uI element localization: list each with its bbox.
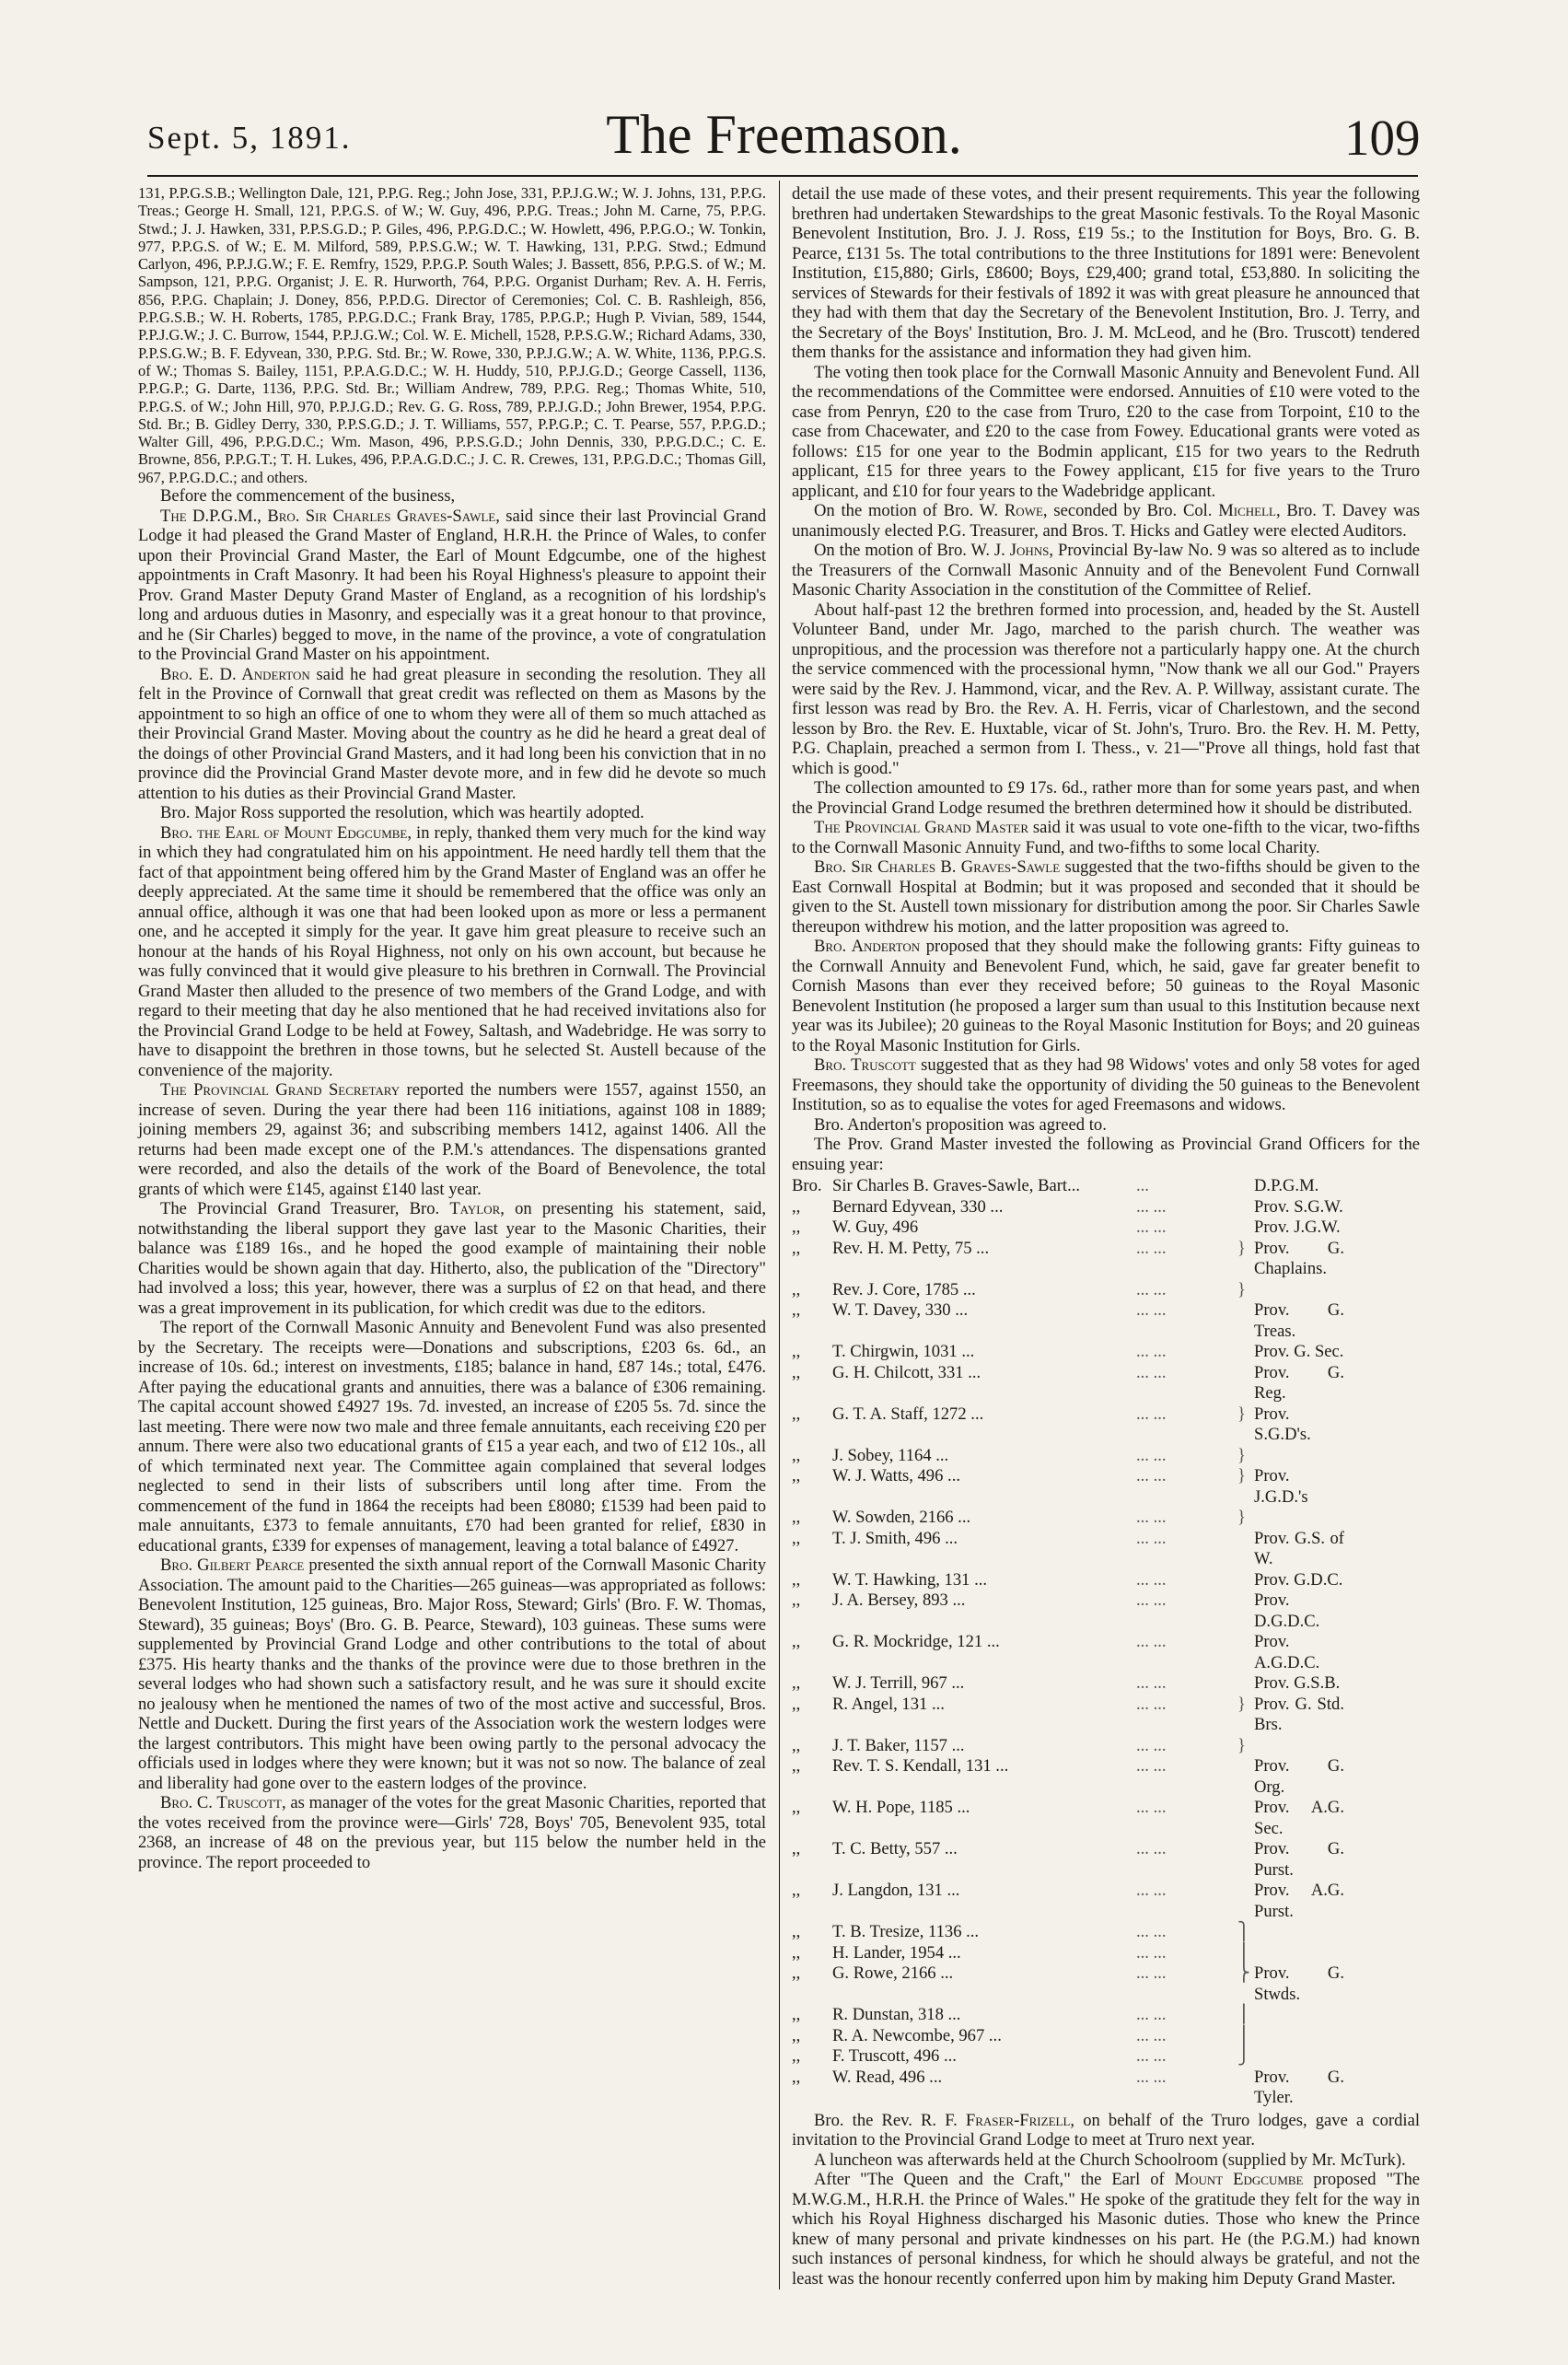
- officer-row: [792, 1736, 1344, 1757]
- speaker-name: Bro. the Earl of Mount Edgcumbe,: [160, 822, 412, 843]
- brace-mark: [1237, 1798, 1254, 1839]
- officer-row: [792, 1570, 1344, 1591]
- officer-prefix: ,,: [792, 1466, 801, 1485]
- officer-name: W. T. Davey, 330 ...: [832, 1300, 969, 1320]
- brace-mark: [1237, 1197, 1254, 1218]
- officer-office: Prov. G. Purst.: [1254, 1839, 1344, 1880]
- officer-prefix: ,,: [792, 1922, 801, 1941]
- officer-row: [792, 1363, 1344, 1404]
- officer-name: F. Truscott, 496 ...: [832, 2046, 957, 2066]
- officer-office: [1254, 1922, 1344, 1943]
- brace-mark: ⎪: [1237, 2005, 1250, 2024]
- officer-name: W. Read, 496 ...: [832, 2067, 943, 2087]
- leader-dots: ... ...: [1136, 1362, 1167, 1382]
- header-rule: [147, 175, 1418, 177]
- officer-name: Bernard Edyvean, 330 ...: [832, 1196, 1004, 1217]
- officer-prefix: ,,: [792, 1881, 801, 1900]
- officer-name: W. J. Watts, 496 ...: [832, 1466, 960, 1485]
- paragraph-text: On the motion of Bro. W.: [814, 501, 999, 520]
- brace-mark: [1237, 1590, 1254, 1632]
- paragraph-text: presented the sixth annual report of the Cornwall Masonic Charity Association. The amount paid to the Charities—265 guineas—was appropriated as follows: Benevolent Institution, 125 guineas, Bro. Major Ross, Steward; Girls' (Bro. F. W. Thomas, Steward), 35 guineas; Boys' (Bro. G. B. Pearce, Steward), 103 guineas. These sums were supplemented by Provincial Grand Lodge and other contributions to the total of about £375. His hearty thanks and the thanks of the province were due to those brethren in the several lodges who had shown such a satisfactory result, and he was sure it should excite no jealousy when he mentioned the names of two of the most active and successful, Bros. Nettle and Duckett. During the first years of the Association work the western lodges were the largest contributors. This might have been owing partly to the personal advocacy the officials used in lodges where they were known; but it was not so now. The balance of zeal and liberality had gone over to the eastern lodges of the province.: [138, 1555, 767, 1793]
- brace-mark: }: [1237, 1466, 1246, 1485]
- officer-row: [792, 1673, 1344, 1695]
- brace-mark: [1237, 1570, 1254, 1591]
- officer-office: [1254, 2046, 1344, 2068]
- officer-row: [792, 1695, 1344, 1736]
- brace-mark: }: [1237, 1404, 1246, 1424]
- leader-dots: ... ...: [1136, 1238, 1167, 1258]
- officer-office: [1254, 1736, 1344, 1757]
- officer-row: [792, 1590, 1344, 1632]
- paragraph-text: Provincial By-law No. 9 was so altered as to include the Treasurers of the Cornwall Masonic Annuity and of the Benevolent Fund Cornwall Masonic Charity Association in the constitution of the Committee of Relief.: [792, 541, 1420, 600]
- officer-prefix: ,,: [792, 1839, 801, 1858]
- officer-prefix: ,,: [792, 1569, 801, 1590]
- leader-dots: ... ...: [1136, 1756, 1167, 1776]
- speaker-name: Mount Edgcumbe: [1174, 2170, 1304, 2189]
- officer-office: Prov. J.G.W.: [1254, 1217, 1341, 1237]
- officer-office: Prov. G. Reg.: [1254, 1362, 1344, 1403]
- brace-mark: }: [1237, 1694, 1246, 1714]
- officer-office: Prov. S.G.D's.: [1254, 1404, 1311, 1444]
- officer-name: W. Guy, 496: [832, 1217, 919, 1237]
- paragraph-text: as manager of the votes for the great Masonic Charities, reported that the votes received from the province were—Girls' 728, Boys' 705, Benevolent 935, total 2368, an increase of 48 on the previous year, but 115 below the number held in the province. The report proceeded to: [138, 1793, 767, 1872]
- paragraph: A luncheon was afterwards held at the Church Schoolroom (supplied by Mr. McTurk).: [814, 2149, 1406, 2170]
- officer-row: [792, 2068, 1344, 2109]
- officer-row: [792, 1300, 1344, 1342]
- brace-mark: [1237, 1632, 1254, 1673]
- paragraph-text: in reply, thanked them very much for the kind way in which they had congratulated him on his appointment. He need hardly tell them that the fact of that appointment being offered him by the Grand Master of England was an offer he deeply appreciated. At the same time it should be remembered that the office was only an annual office, although it was one that had been looked upon as more or less a permanent one, and he accepted it simply for the year. It gave him great pleasure to receive such an honour at the hands of his Royal Highness, not only on his own account, but because he was fully convinced that it would give pleasure to his brethren in Cornwall. The Provincial Grand Master then alluded to the presence of two members of the Grand Lodge, and with regard to their meeting that day he also mentioned that he had received invitations also for the Provincial Grand Lodge to be held at Fowey, Saltash, and Wadebridge. He was sorry to have to disappoint the brethren in those towns, but he selected St. Austell because of the convenience of the majority.: [138, 822, 767, 1080]
- officer-row: [792, 1280, 1344, 1301]
- brace-mark: }: [1237, 1238, 1246, 1258]
- officer-name: G. H. Chilcott, 331 ...: [832, 1362, 981, 1382]
- officer-prefix: ,,: [792, 1445, 801, 1465]
- officer-row: [792, 1197, 1344, 1218]
- officer-row: [792, 1466, 1344, 1508]
- officer-prefix: ,,: [792, 1238, 801, 1258]
- brace-mark: }: [1237, 1279, 1246, 1299]
- brace-mark: ⎭: [1237, 2046, 1250, 2066]
- issue-date: Sept. 5, 1891.: [147, 120, 352, 156]
- speaker-name: Bro. Gilbert Pearce: [160, 1555, 305, 1576]
- paragraph-text: said he had great pleasure in seconding the resolution. They all felt in the Province of Cornwall that great credit was reflected on them as Masons by the appointment to so high an office of one to whom they were all of them so much attached as their Provincial Grand Master. Moving about the country as he did he heard a great deal of the doings of other Provincial Grand Masters, and it had long been his conviction that in no province did the Provincial Grand Master devote more, and in few did he devote so much attention to his duties as their Provincial Grand Master.: [138, 664, 766, 803]
- officer-office: [1254, 2026, 1344, 2047]
- brace-mark: }: [1237, 1508, 1246, 1527]
- paragraph-text: After "The Queen and the Craft," the Earl of: [814, 2170, 1165, 2189]
- officer-row: [792, 1342, 1344, 1363]
- leader-dots: ... ...: [1136, 1881, 1167, 1900]
- brace-mark: [1237, 1881, 1254, 1922]
- leader-dots: ... ...: [1136, 2046, 1167, 2066]
- officer-office: Prov. J.G.D.'s: [1254, 1466, 1308, 1507]
- leader-dots: ... ...: [1136, 1300, 1167, 1320]
- speaker-name: Bro. E. D. Anderton: [160, 664, 310, 684]
- officer-prefix: ,,: [792, 1404, 801, 1424]
- officer-row: [792, 1508, 1344, 1529]
- officer-name: G. Rowe, 2166 ...: [832, 1963, 954, 1983]
- officer-office: D.P.G.M.: [1254, 1176, 1319, 1195]
- officer-name: W. H. Pope, 1185 ...: [832, 1798, 970, 1817]
- officer-office: Prov. G. Tyler.: [1254, 2067, 1344, 2107]
- leader-dots: ... ...: [1136, 1735, 1167, 1755]
- paragraph: Bro. Anderton's proposition was agreed to.: [814, 1114, 1107, 1135]
- brace-mark: [1237, 1176, 1254, 1197]
- officer-row: [792, 2026, 1344, 2047]
- brace-mark: [1237, 1363, 1254, 1404]
- paragraph: The collection amounted to £9 17s. 6d., rather more than for some years past, and when the Provincial Grand Lodge resumed the brethren determined how it should be distributed.: [792, 778, 1420, 818]
- officer-office: Prov. G. Std. Brs.: [1254, 1694, 1344, 1734]
- officers-table-body: [792, 1176, 1344, 2109]
- leader-dots: ... ...: [1136, 1217, 1167, 1237]
- page-number: 109: [1344, 110, 1421, 166]
- officer-name: Sir Charles B. Graves-Sawle, Bart...: [832, 1176, 1081, 1195]
- officer-office: Prov. G.D.C.: [1254, 1569, 1343, 1590]
- officer-prefix: Bro.: [792, 1176, 822, 1195]
- brace-mark: ⎬: [1237, 1963, 1250, 1983]
- brace-mark: [1237, 1839, 1254, 1881]
- paragraph-text: said it was usual to vote one-fifth to the vicar, two-fifths to the Cornwall Masonic Annuity Fund, and two-fifths to some local Charity.: [792, 818, 1420, 857]
- paragraph-text: Bro. T. Davey was unanimously elected P.G. Treasurer, and Bros. T. Hicks and Gatley were elected Auditors.: [792, 501, 1420, 541]
- officer-name: Rev. T. S. Kendall, 131 ...: [832, 1756, 1009, 1776]
- officer-prefix: ,,: [792, 1342, 801, 1361]
- officer-name: J. Langdon, 131 ...: [832, 1881, 960, 1900]
- paragraph-text: On the motion of Bro. W. J.: [814, 541, 1005, 560]
- leader-dots: ... ...: [1136, 1632, 1167, 1651]
- brace-mark: [1237, 1673, 1254, 1695]
- brace-mark: ⎫: [1237, 1922, 1250, 1941]
- paragraph: [138, 507, 766, 665]
- officer-prefix: ,,: [792, 1735, 801, 1755]
- leader-dots: ... ...: [1136, 2067, 1167, 2087]
- officer-office: Prov. A.G. Purst.: [1254, 1881, 1344, 1921]
- speaker-name: The D.P.G.M., Bro. Sir Charles Graves-Sawle,: [160, 506, 500, 526]
- officer-prefix: ,,: [792, 1528, 801, 1548]
- officer-name: T. J. Smith, 496 ...: [832, 1528, 958, 1548]
- paragraph-text: suggested that as they had 98 Widows' votes and only 58 votes for aged Freemasons, they should take the opportunity of dividing the 50 guineas to the Benevolent Institution, so as to equalise the votes for aged Freemasons and widows.: [792, 1055, 1420, 1114]
- speaker-name: Rowe,: [1004, 501, 1048, 520]
- leader-dots: ... ...: [1136, 1798, 1167, 1817]
- paragraph: The report of the Cornwall Masonic Annuity and Benevolent Fund was also presented by the Secretary. The receipts were—Donations and subscriptions, £203 6s. 6d., an increase of 10s. 6d.; interest on investments, £185; balance in hand, £87 14s.; total, £476. After paying the educational grants and annuities, there was a balance of £306 remaining. The capital account showed £4927 19s. 7d. invested, an increase of £205 5s. 7d. since the last meeting. There were now two male and three female annuitants, each receiving £20 per annum. There were also two educational grants of £15 a year each, and two of £12 10s., all of which terminated next year. The Committee again complained that several lodges neglected to send in their lists of subscribers until long after time. From the commencement of the fund in 1864 the receipts had been £8080; £1539 had been paid to male annuitants, £373 to female annuitants, £70 had been granted for relief, £830 in educational grants, £339 for expenses of management, leaving a total balance of £4927.: [138, 1318, 766, 1555]
- speaker-name: Michell,: [1218, 501, 1281, 520]
- paragraph: detail the use made of these votes, and their present requirements. This year the following brethren had undertaken Stewardships to the great Masonic festivals. To the Royal Masonic Benevolent Institution, Bro. J. J. Ross, £19 5s.; to the Institution for Boys, Bro. G. B. Pearce, £131 5s. The total contributions to the three Institutions for 1891 were: Benevolent Institution, £15,880; Girls, £8600; Boys, £29,400; grand total, £53,880. In soliciting the services of Stewards for their festivals of 1892 it was with great pleasure he announced that they had with them that day the Secretary of the Benevolent Institution, Bro. J. Terry, and the Secretary of the Boys' Institution, Bro. J. M. McLeod, and he (Bro. Truscott) tendered them thanks for the assistance and information they had given him.: [792, 184, 1420, 362]
- leader-dots: ... ...: [1136, 1528, 1167, 1548]
- officer-row: [792, 1922, 1344, 1943]
- officer-office: Prov. G. Sec.: [1254, 1342, 1344, 1361]
- officer-prefix: ,,: [792, 1798, 801, 1817]
- paragraph: [792, 818, 1420, 857]
- brace-mark: }: [1237, 1445, 1246, 1465]
- paragraph-text: suggested that the two-fifths should be given to the East Cornwall Hospital at Bodmin; but it was proposed and seconded that it should be given to the St. Austell town missionary for distribution among the poor. Sir Charles Sawle thereupon withdrew his motion, and the latter proposition was agreed to.: [792, 857, 1420, 937]
- paragraph: [138, 665, 766, 804]
- paragraph: [138, 1199, 766, 1318]
- officer-name: W. J. Terrill, 967 ...: [832, 1673, 965, 1693]
- officer-name: H. Lander, 1954 ...: [832, 1942, 961, 1963]
- paragraph: Before the commencement of the business,: [160, 486, 456, 507]
- officer-prefix: ,,: [792, 2005, 801, 2024]
- leader-dots: ... ...: [1136, 1839, 1167, 1858]
- officers-table: [792, 1176, 1344, 2109]
- officer-row: [792, 1176, 1344, 1197]
- brace-mark: [1237, 1217, 1254, 1239]
- left-column: [138, 184, 766, 1872]
- paragraph: [792, 1055, 1420, 1115]
- brace-mark: [1237, 1300, 1254, 1342]
- officer-prefix: ,,: [792, 1508, 801, 1527]
- column-divider: [779, 181, 780, 2289]
- officer-name: T. C. Betty, 557 ...: [832, 1839, 958, 1858]
- paragraph: The voting then took place for the Cornwall Masonic Annuity and Benevolent Fund. All the recommendations of the Committee were endorsed. Annuities of £10 were voted to the case from Penryn, £20 to the case from Truro, £20 to the case from Torpoint, £10 to the case from Chacewater, and £20 to the case from Fowey. Educational grants were voted as follows: £15 for one year to the Bodmin applicant, £15 for two years to the Redruth applicant, £15 for three years to the Fowey applicant, £15 for five years to the Truro applicant, and £10 for four years to the Wadebridge applicant.: [792, 362, 1420, 501]
- officer-office: Prov. G. Treas.: [1254, 1300, 1344, 1341]
- attendees-list: 131, P.P.G.S.B.; Wellington Dale, 121, P.P.G. Reg.; John Jose, 331, P.P.J.G.W.; W. J. Johns, 131, P.P.G. Treas.; George H. Small, 121, P.P.G.S. of W.; W. Guy, 496, P.P.G. Treas.; John M. Carne, 75, P.P.G. Stwd.; J. J. Hawken, 331, P.P.S.G.D.; P. Giles, 496, P.P.G.D.C.; W. Howlett, 496, P.P.G.O.; W. Tonkin, 977, P.P.G.S. of W.; E. M. Milford, 589, P.P.S.G.W.; W. T. Hawking, 131, P.P.G. Stwd.; Edmund Carlyon, 496, P.P.J.G.W.; F. E. Remfry, 1529, P.P.G.P. South Wales; J. Bassett, 856, P.P.G.S. of W.; M. Sampson, 121, P.P.G. Organist; J. E. R. Hurworth, 764, P.P.G. Organist Durham; Rev. A. H. Ferris, 856, P.P.G. Chaplain; J. Doney, 856, P.P.D.G. Director of Ceremonies; Col. C. B. Rashleigh, 856, P.P.G.S.B.; W. H. Roberts, 1785, P.P.G.D.C.; Frank Bray, 1785, P.P.G.P.; Hugh P. Vivian, 589, 1544, P.P.J.G.W.; J. C. Burrow, 1544, P.P.J.G.W.; Col. W. E. Michell, 1528, P.P.S.G.W.; Richard Adams, 330, P.P.S.G.W.; B. F. Edyvean, 330, P.P.G. Std. Br.; W. Rowe, 330, P.P.J.G.W.; A. W. White, 1136, P.P.G.S. of W.; Thomas S. Bailey, 1151, P.P.A.G.D.C.; W. H. Huddy, 510, P.P.J.G.D.; George Cassell, 1136, P.P.G.P.; G. Darte, 1136, P.P.G. Std. Br.; William Andrew, 789, P.P.G. Reg.; Thomas White, 510, P.P.G.S. of W.; John Hill, 970, P.P.J.G.D.; Rev. G. G. Ross, 789, P.P.J.G.D.; John Brewer, 1954, P.P.G. Std. Br.; B. Gidley Derry, 330, P.P.S.G.D.; J. T. Williams, 557, P.P.G.P.; C. T. Pearse, 557, P.P.G.D.; Walter Gill, 496, P.P.G.D.C.; Wm. Mason, 496, P.P.S.G.D.; John Dennis, 330, P.P.G.D.C.; C. E. Browne, 856, P.P.G.T.; T. H. Lukes, 496, P.P.A.G.D.C.; J. C. R. Crewes, 131, P.P.G.D.C.; Thomas Gill, 967, P.P.G.D.C.; and others.: [138, 184, 766, 486]
- officer-name: R. Dunstan, 318 ...: [832, 2005, 961, 2024]
- officer-prefix: ,,: [792, 1963, 801, 1983]
- leader-dots: ... ...: [1136, 1279, 1167, 1299]
- officer-name: T. Chirgwin, 1031 ...: [832, 1342, 975, 1361]
- speaker-name: Bro. Truscott: [814, 1055, 916, 1075]
- paragraph: [138, 823, 766, 1081]
- paragraph-text: The Provincial Grand Treasurer, Bro.: [160, 1199, 440, 1219]
- leader-dots: ... ...: [1136, 1922, 1167, 1941]
- leader-dots: ... ...: [1136, 1590, 1167, 1610]
- speaker-name: Bro. C. Truscott,: [160, 1793, 286, 1813]
- officer-prefix: ,,: [792, 1673, 801, 1693]
- officer-name: Rev. J. Core, 1785 ...: [832, 1279, 976, 1299]
- paragraph: [138, 1080, 766, 1199]
- officer-office: Prov. G.S.B.: [1254, 1673, 1341, 1693]
- officer-name: W. T. Hawking, 131 ...: [832, 1569, 988, 1590]
- brace-mark: [1237, 2068, 1254, 2109]
- paragraph: [792, 501, 1420, 541]
- speaker-name: Johns,: [1009, 541, 1054, 560]
- paragraph-text: reported the numbers were 1557, against 1550, an increase of seven. During the year there had been 116 initiations, against 108 in 1889; joining members 29, against 36; and subscribing members 1412, against 1406. All the returns had been made except one of the P.M.'s attendances. The dispensations granted were recorded, and also the details of the work of the Board of Benevolence, the total grants of which were £145, against £140 last year.: [138, 1080, 766, 1199]
- officer-name: G. R. Mockridge, 121 ...: [832, 1632, 1000, 1651]
- officer-office: Prov. D.G.D.C.: [1254, 1590, 1320, 1631]
- paragraph: [792, 937, 1420, 1055]
- officer-office: Prov. G.S. of W.: [1254, 1528, 1344, 1568]
- brace-mark: }: [1237, 1735, 1246, 1755]
- paragraph: The Prov. Grand Master invested the following as Provincial Grand Officers for the ensuing year:: [792, 1135, 1420, 1174]
- brace-mark: [1237, 1756, 1254, 1798]
- paragraph-text: proposed that they should make the following grants: Fifty guineas to the Cornwall Annuity and Benevolent Fund, which, he said, gave far greater benefit to Cornish Masons than ever they received before; 50 guineas to the Royal Masonic Benevolent Institution (he proposed a larger sum than usual to this Institution because next year was its Jubilee); 20 guineas to the Royal Masonic Institution for Boys; and 20 guineas to the Royal Masonic Institution for Girls.: [792, 937, 1421, 1055]
- newspaper-title: The Freemason.: [606, 104, 962, 165]
- officer-office: Prov. G. Stwds.: [1254, 1963, 1344, 2004]
- officer-office: [1254, 1446, 1344, 1467]
- officer-prefix: ,,: [792, 1196, 801, 1217]
- officer-prefix: ,,: [792, 2025, 801, 2045]
- speaker-name: Bro. Anderton: [814, 937, 921, 956]
- paragraph: [792, 541, 1420, 600]
- leader-dots: ... ...: [1136, 2025, 1167, 2045]
- officer-prefix: ,,: [792, 1279, 801, 1299]
- right-column: [792, 184, 1420, 2289]
- paragraph-text: on presenting his statement, said, notwithstanding the liberal support they gave last year to the Masonic Charities, their balance was £189 16s., and he hoped the good example of maintaining their noble Charities would be shown again that day. Hitherto, also, the publication of the "Directory" had involved a loss; this year, however, there was a surplus of £2 on that head, and there was a great improvement in its publication, for which credit was due to the editors.: [138, 1199, 766, 1318]
- officer-prefix: ,,: [792, 1694, 801, 1714]
- officer-row: [792, 1963, 1344, 2005]
- masthead: [0, 0, 1568, 212]
- officer-prefix: ,,: [792, 1217, 801, 1237]
- officer-office: Prov. S.G.W.: [1254, 1196, 1343, 1217]
- officer-prefix: ,,: [792, 2067, 801, 2087]
- officer-office: [1254, 1508, 1344, 1529]
- officer-name: J. T. Baker, 1157 ...: [832, 1735, 965, 1755]
- officer-prefix: ,,: [792, 1362, 801, 1382]
- leader-dots: ... ...: [1136, 1942, 1167, 1963]
- officer-row: [792, 2005, 1344, 2026]
- leader-dots: ... ...: [1136, 1445, 1167, 1465]
- speaker-name: Taylor,: [449, 1199, 505, 1219]
- officer-prefix: ,,: [792, 1590, 801, 1610]
- paragraph: [138, 1555, 766, 1793]
- officer-row: [792, 1632, 1344, 1673]
- officer-office: [1254, 1943, 1344, 1964]
- officer-row: [792, 1798, 1344, 1839]
- officer-name: Rev. H. M. Petty, 75 ...: [832, 1238, 990, 1258]
- leader-dots: ...: [1136, 1176, 1149, 1195]
- officer-name: J. Sobey, 1164 ...: [832, 1445, 949, 1465]
- officer-prefix: ,,: [792, 1632, 801, 1651]
- officer-name: R. Angel, 131 ...: [832, 1694, 945, 1714]
- officer-row: [792, 1881, 1344, 1922]
- paragraph-text: said since their last Provincial Grand Lodge it had pleased the Grand Master of England, H.R.H. the Prince of Wales, to confer upon their Provincial Grand Master, the Earl of Mount Edgcumbe, one of the highest appointments in Craft Masonry. It had been his Royal Highness's pleasure to appoint their Prov. Grand Master Deputy Grand Master of England, as a recognition of his lordship's long and arduous duties in Masonry, and especially was it a great honour to that province, and he (Sir Charles) begged to move, in the name of the province, a vote of congratulation to the Provincial Grand Master on his appointment.: [138, 506, 767, 665]
- officer-name: W. Sowden, 2166 ...: [832, 1508, 971, 1527]
- officer-office: Prov. A.G. Sec.: [1254, 1798, 1344, 1838]
- leader-dots: ... ...: [1136, 1466, 1167, 1485]
- leader-dots: ... ...: [1136, 1569, 1167, 1590]
- brace-mark: ⎪: [1237, 2025, 1250, 2045]
- brace-mark: [1237, 1529, 1254, 1570]
- speaker-name: Bro. Sir Charles B. Graves-Sawle: [814, 857, 1061, 877]
- officer-office: Prov. G. Org.: [1254, 1756, 1344, 1797]
- leader-dots: ... ...: [1136, 1963, 1167, 1983]
- paragraph-text: Bro. the Rev. R. F.: [814, 2110, 958, 2130]
- officer-name: R. A. Newcombe, 967 ...: [832, 2025, 1002, 2045]
- officer-office: [1254, 1280, 1344, 1301]
- leader-dots: ... ...: [1136, 1196, 1167, 1217]
- officer-office: Prov. A.G.D.C.: [1254, 1632, 1320, 1672]
- officer-row: [792, 1446, 1344, 1467]
- paragraph-text: seconded by Bro. Col.: [1053, 501, 1213, 520]
- brace-mark: ⎪: [1237, 1942, 1250, 1963]
- paragraph: [792, 857, 1420, 937]
- officer-row: [792, 1756, 1344, 1798]
- officer-prefix: ,,: [792, 1300, 801, 1320]
- officer-row: [792, 2046, 1344, 2068]
- paragraph: [138, 1793, 766, 1872]
- leader-dots: ... ...: [1136, 1508, 1167, 1527]
- officer-row: [792, 1839, 1344, 1881]
- paragraph: [792, 2111, 1420, 2150]
- officer-row: [792, 1239, 1344, 1280]
- paragraph-text: on behalf of the Truro lodges, gave a cordial invitation to the Provincial Grand Lodge to meet at Truro next year.: [792, 2110, 1420, 2149]
- leader-dots: ... ...: [1136, 1342, 1167, 1361]
- leader-dots: ... ...: [1136, 1694, 1167, 1714]
- leader-dots: ... ...: [1136, 1673, 1167, 1693]
- officer-row: [792, 1217, 1344, 1239]
- officer-office: Prov. G. Chaplains.: [1254, 1238, 1344, 1278]
- leader-dots: ... ...: [1136, 1404, 1167, 1424]
- brace-mark: [1237, 1342, 1254, 1363]
- officer-row: [792, 1943, 1344, 1964]
- officer-office: [1254, 2005, 1344, 2026]
- paragraph: [792, 2170, 1420, 2289]
- officer-row: [792, 1404, 1344, 1446]
- paragraph-text: proposed "The M.W.G.M., H.R.H. the Prince of Wales." He spoke of the gratitude they felt for the way in which his Royal Highness discharged his Masonic duties. Those who knew the Prince knew of many personal and private kindnesses on his part. He (the P.G.M.) had known such instances of personal kindness, for which he should always be grateful, and not the least was the honour recently conferred upon him by making him Deputy Grand Master.: [792, 2170, 1420, 2289]
- leader-dots: ... ...: [1136, 2005, 1167, 2024]
- paragraph: Bro. Major Ross supported the resolution, which was heartily adopted.: [160, 803, 645, 823]
- speaker-name: Fraser-Frizell,: [965, 2110, 1075, 2130]
- officer-name: G. T. A. Staff, 1272 ...: [832, 1404, 984, 1424]
- officer-row: [792, 1529, 1344, 1570]
- officer-name: T. B. Tresize, 1136 ...: [832, 1922, 980, 1941]
- speaker-name: The Provincial Grand Master: [814, 818, 1029, 837]
- speaker-name: The Provincial Grand Secretary: [160, 1080, 401, 1101]
- officer-name: J. A. Bersey, 893 ...: [832, 1590, 966, 1610]
- officer-prefix: ,,: [792, 1756, 801, 1776]
- paragraph: About half-past 12 the brethren formed into procession, and, headed by the St. Austell Volunteer Band, under Mr. Jago, marched to the parish church. The weather was unpropitious, and the procession was therefore not a particularly happy one. At the church the service commenced with the processional hymn, "Now thank we all our God." Prayers were said by the Rev. J. Hammond, vicar, and the Rev. A. P. Willway, assistant curate. The first lesson was read by Bro. the Rev. A. H. Ferris, vicar of Charlestown, and the second lesson by Bro. the Rev. E. Huxtable, vicar of St. John's, Truro. Bro. the Rev. H. M. Petty, P.G. Chaplain, preached a sermon from I. Thess., v. 21—"Prove all things, hold fast that which is good.": [792, 600, 1420, 778]
- officer-prefix: ,,: [792, 2046, 801, 2066]
- officer-prefix: ,,: [792, 1942, 801, 1963]
